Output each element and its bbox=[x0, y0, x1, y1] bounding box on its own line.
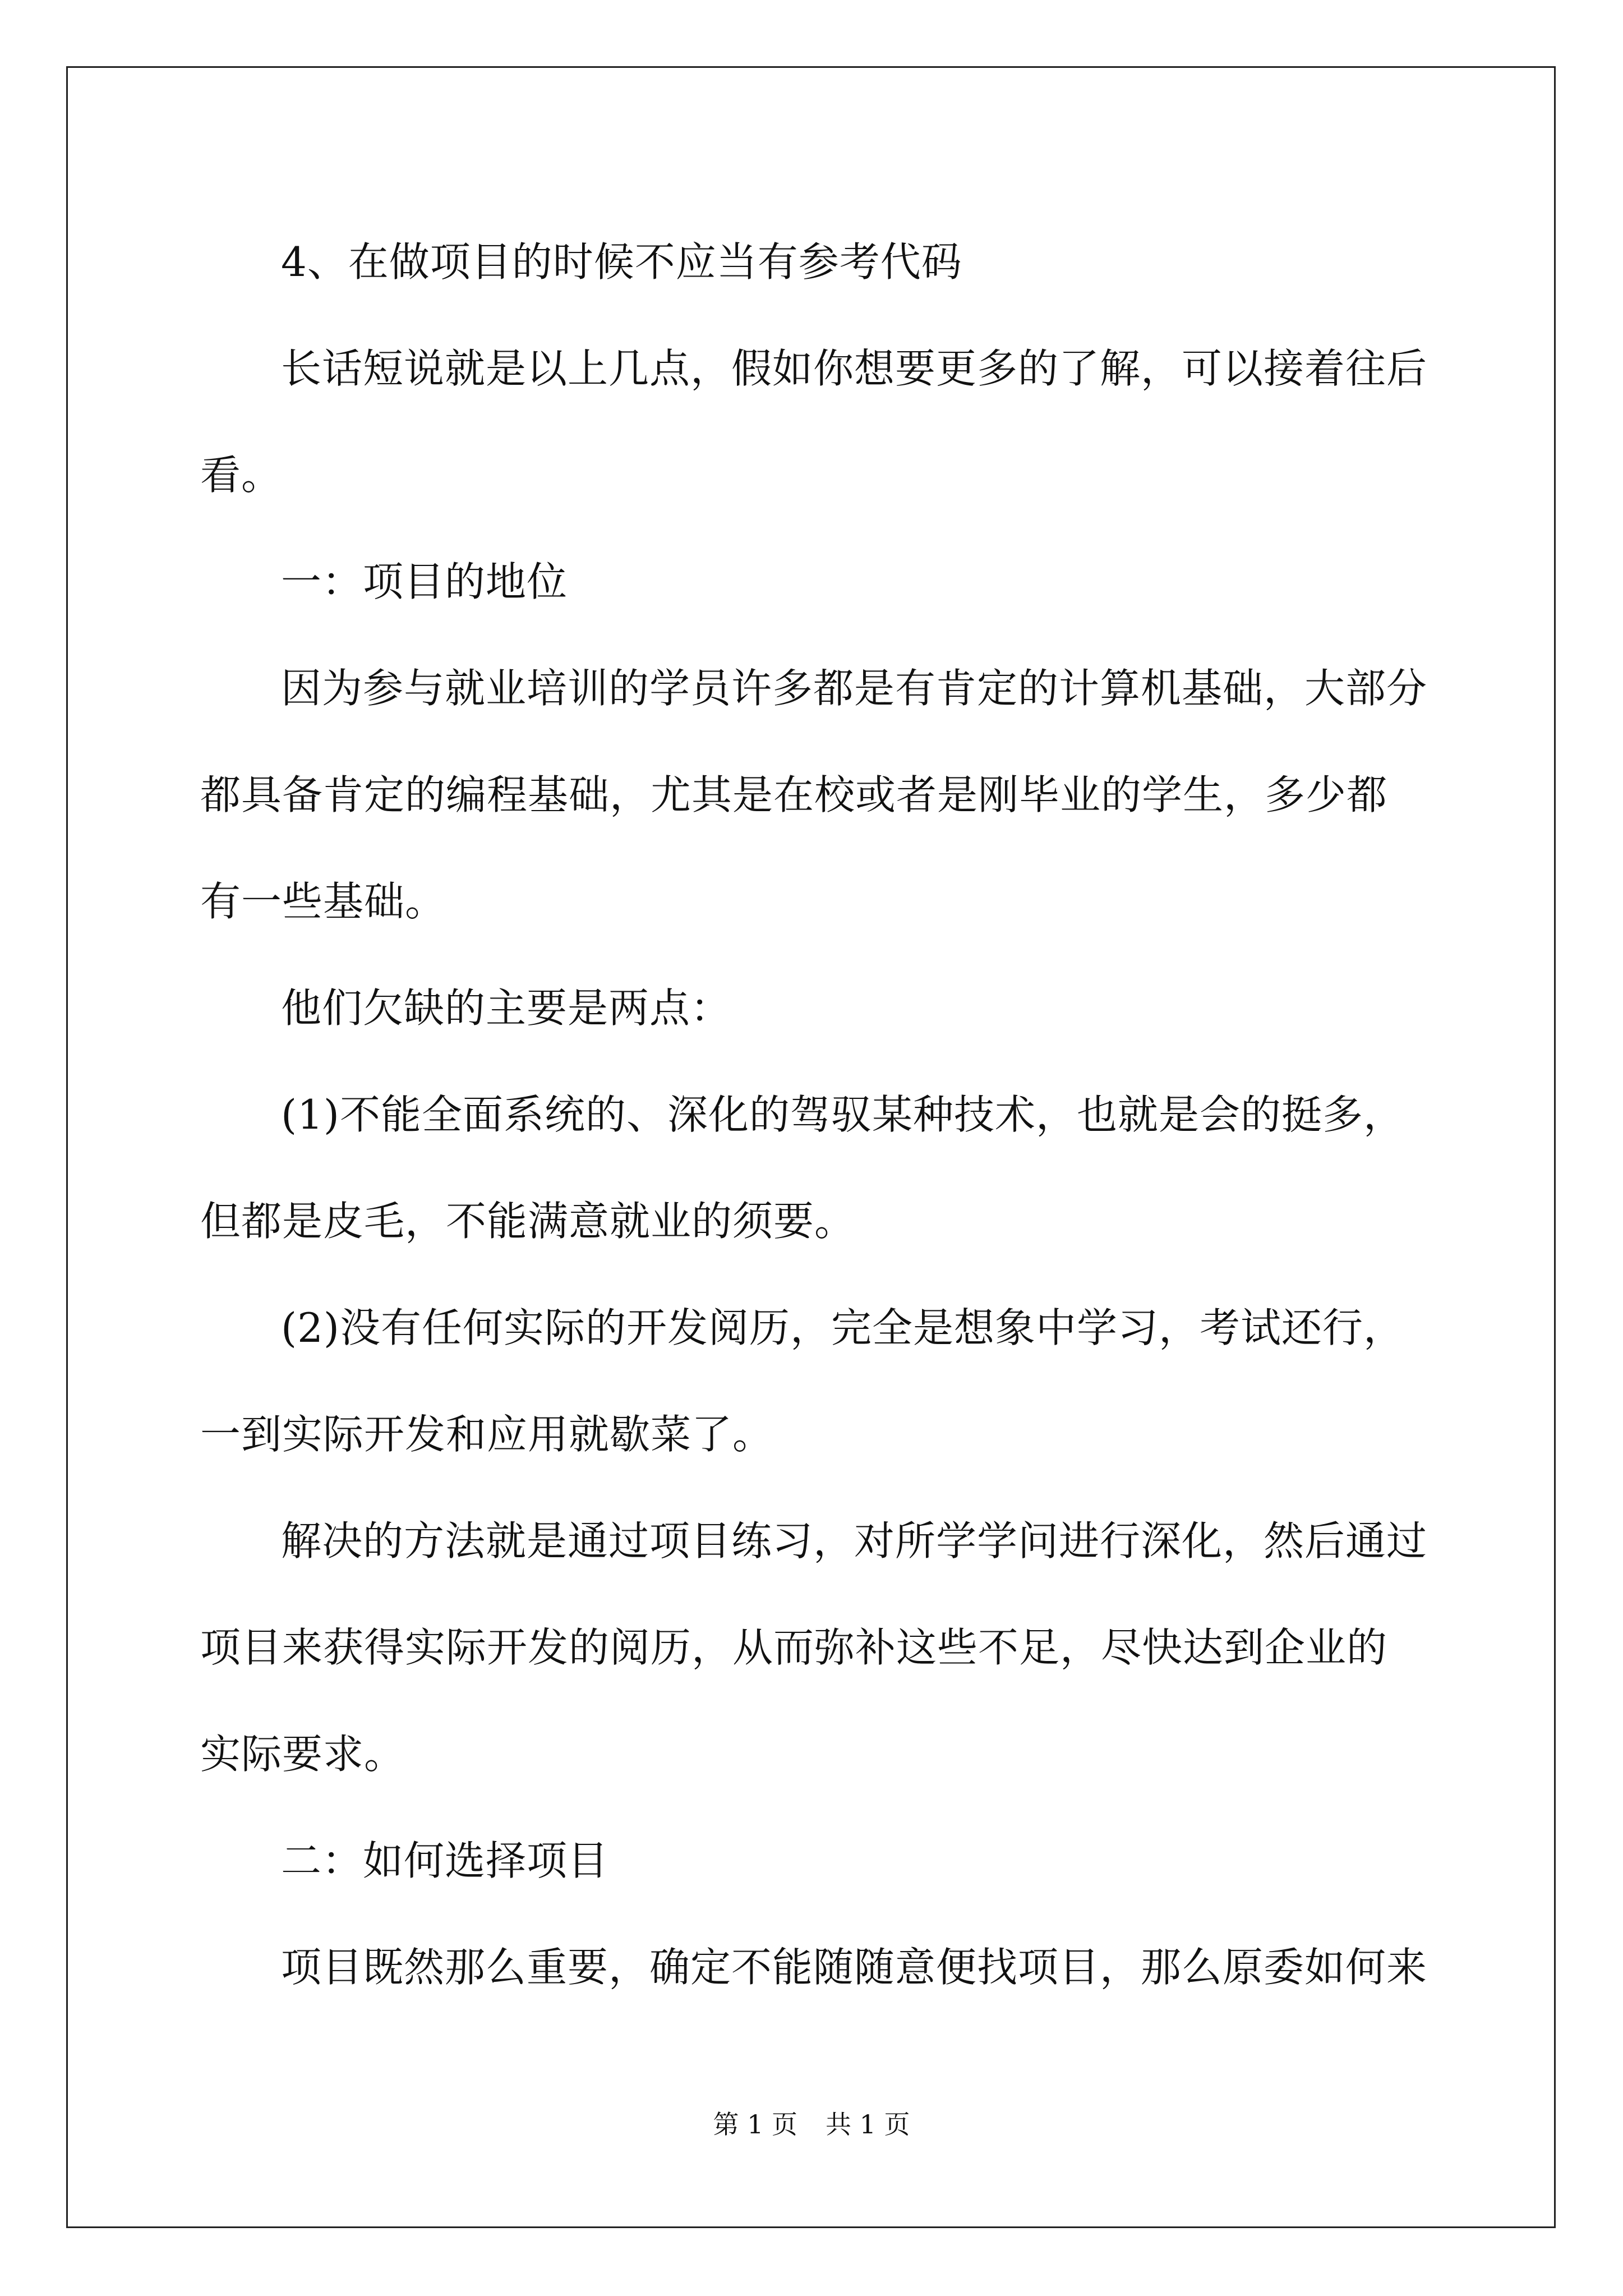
paragraph-2: 长话短说就是以上几点，假如你想要更多的了解，可以接着往后看。 bbox=[200, 345, 1428, 499]
paragraph-1: 4、在做项目的时候不应当有参考代码 bbox=[281, 238, 962, 286]
paragraph-4: 他们欠缺的主要是两点： bbox=[281, 984, 732, 1032]
paragraph-5: (1)不能全面系统的、深化的驾驭某种技术，也就是会的挺多，但都是皮毛，不能满意就业的须要。 bbox=[200, 1091, 1404, 1245]
page-number-current: 第 1 页 bbox=[713, 2109, 797, 2139]
section-heading-1: 一：项目的地位 bbox=[281, 558, 568, 605]
section-heading-2: 二：如何选择项目 bbox=[281, 1837, 609, 1884]
page-number-total: 共 1 页 bbox=[826, 2109, 910, 2139]
paragraph-7: 解决的方法就是通过项目练习，对所学学问进行深化，然后通过项目来获得实际开发的阅历，从而弥补这些不足，尽快达到企业的实际要求。 bbox=[200, 1517, 1428, 1778]
paragraph-8: 项目既然那么重要，确定不能随随意便找项目，那么原委如何来 bbox=[281, 1944, 1428, 1991]
page-footer bbox=[0, 2108, 1623, 2141]
paragraph-3: 因为参与就业培训的学员许多都是有肯定的计算机基础，大部分都具备肯定的编程基础，尤其是在校或者是刚毕业的学生，多少都有一些基础。 bbox=[200, 665, 1428, 925]
paragraph-6: (2)没有任何实际的开发阅历，完全是想象中学习，考试还行，一到实际开发和应用就歇菜了。 bbox=[200, 1304, 1404, 1458]
document-body bbox=[200, 209, 1427, 2021]
